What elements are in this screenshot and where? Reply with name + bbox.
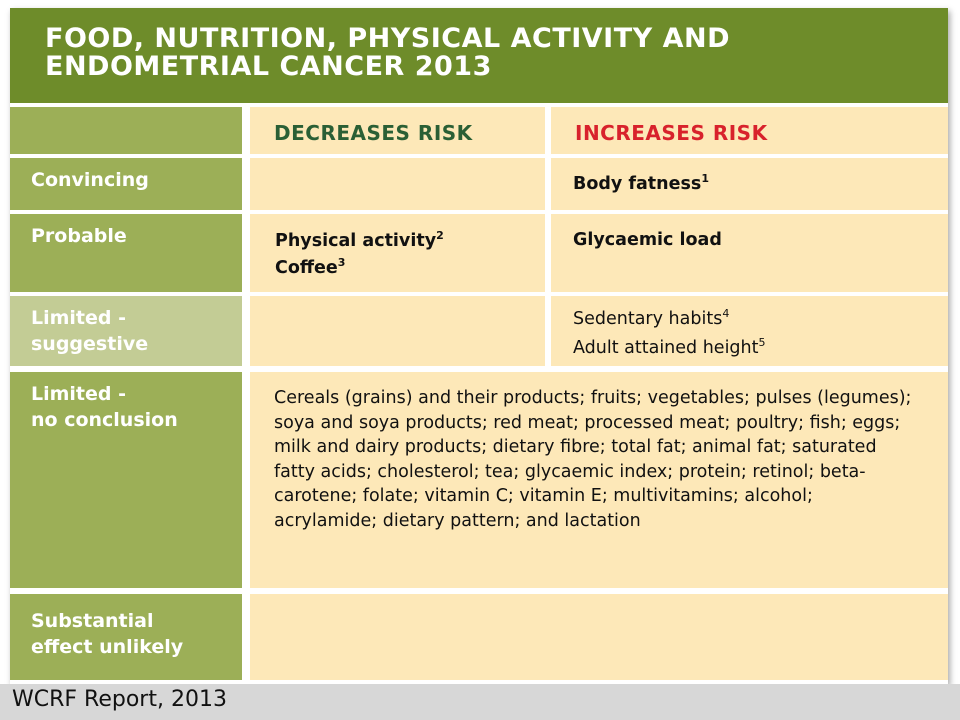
corner-cell: [10, 107, 242, 154]
convincing-decreases-cell: [250, 158, 545, 210]
probable-increases-cell: [551, 214, 948, 292]
list-item: Glycaemic load: [573, 230, 722, 250]
title-line-1: FOOD, NUTRITION, PHYSICAL ACTIVITY AND: [45, 23, 730, 54]
row-label-text: Probable: [31, 225, 127, 247]
column-header-decreases: DECREASES RISK: [250, 107, 545, 154]
row-label-text: Convincing: [31, 169, 149, 191]
evidence-table-card: [10, 8, 948, 684]
title-banner: [10, 8, 948, 103]
convincing-increases-cell: [551, 158, 948, 210]
limited-no-conclusion-cell: Cereals (grains) and their products; fruits; vegetables; pulses (legumes); soya and soya products; red meat; processed meat; poultry; fish; eggs; milk and dairy products; dietary fibre; total fat; animal fat; saturated fatty acids; cholesterol; tea; glycaemic index; protein; retinol; beta-carotene; folate; vitamin C; vitamin E; multivitamins; alcohol; acrylamide; dietary pattern; and lactation: [250, 372, 948, 588]
page-title: [45, 25, 730, 81]
substantial-effect-unlikely-cell: [250, 594, 948, 680]
row-label-convincing: [10, 158, 242, 210]
row-label-probable: [10, 214, 242, 292]
list-item: Physical activity$^2$: [275, 229, 444, 251]
probable-decreases-cell: [250, 214, 545, 292]
list-item: Body fatness$^1$: [573, 172, 709, 194]
row-label-limited-suggestive: Limited - suggestive: [10, 296, 242, 366]
source-citation: WCRF Report, 2013: [12, 687, 227, 712]
limited-suggestive-decreases-cell: [250, 296, 545, 366]
list-item: Coffee$^3$: [275, 256, 346, 278]
source-footer: [0, 684, 960, 720]
column-header-increases: INCREASES RISK: [551, 107, 948, 154]
list-item: Sedentary habits$^4$: [573, 307, 730, 329]
row-label-limited-no-conclusion: Limited - no conclusion: [10, 372, 242, 588]
limited-suggestive-increases-cell: [551, 296, 948, 366]
row-label-substantial-effect-unlikely: Substantial effect unlikely: [10, 594, 242, 680]
list-item: Adult attained height$^5$: [573, 336, 766, 358]
title-line-2: ENDOMETRIAL CANCER 2013: [45, 51, 492, 82]
